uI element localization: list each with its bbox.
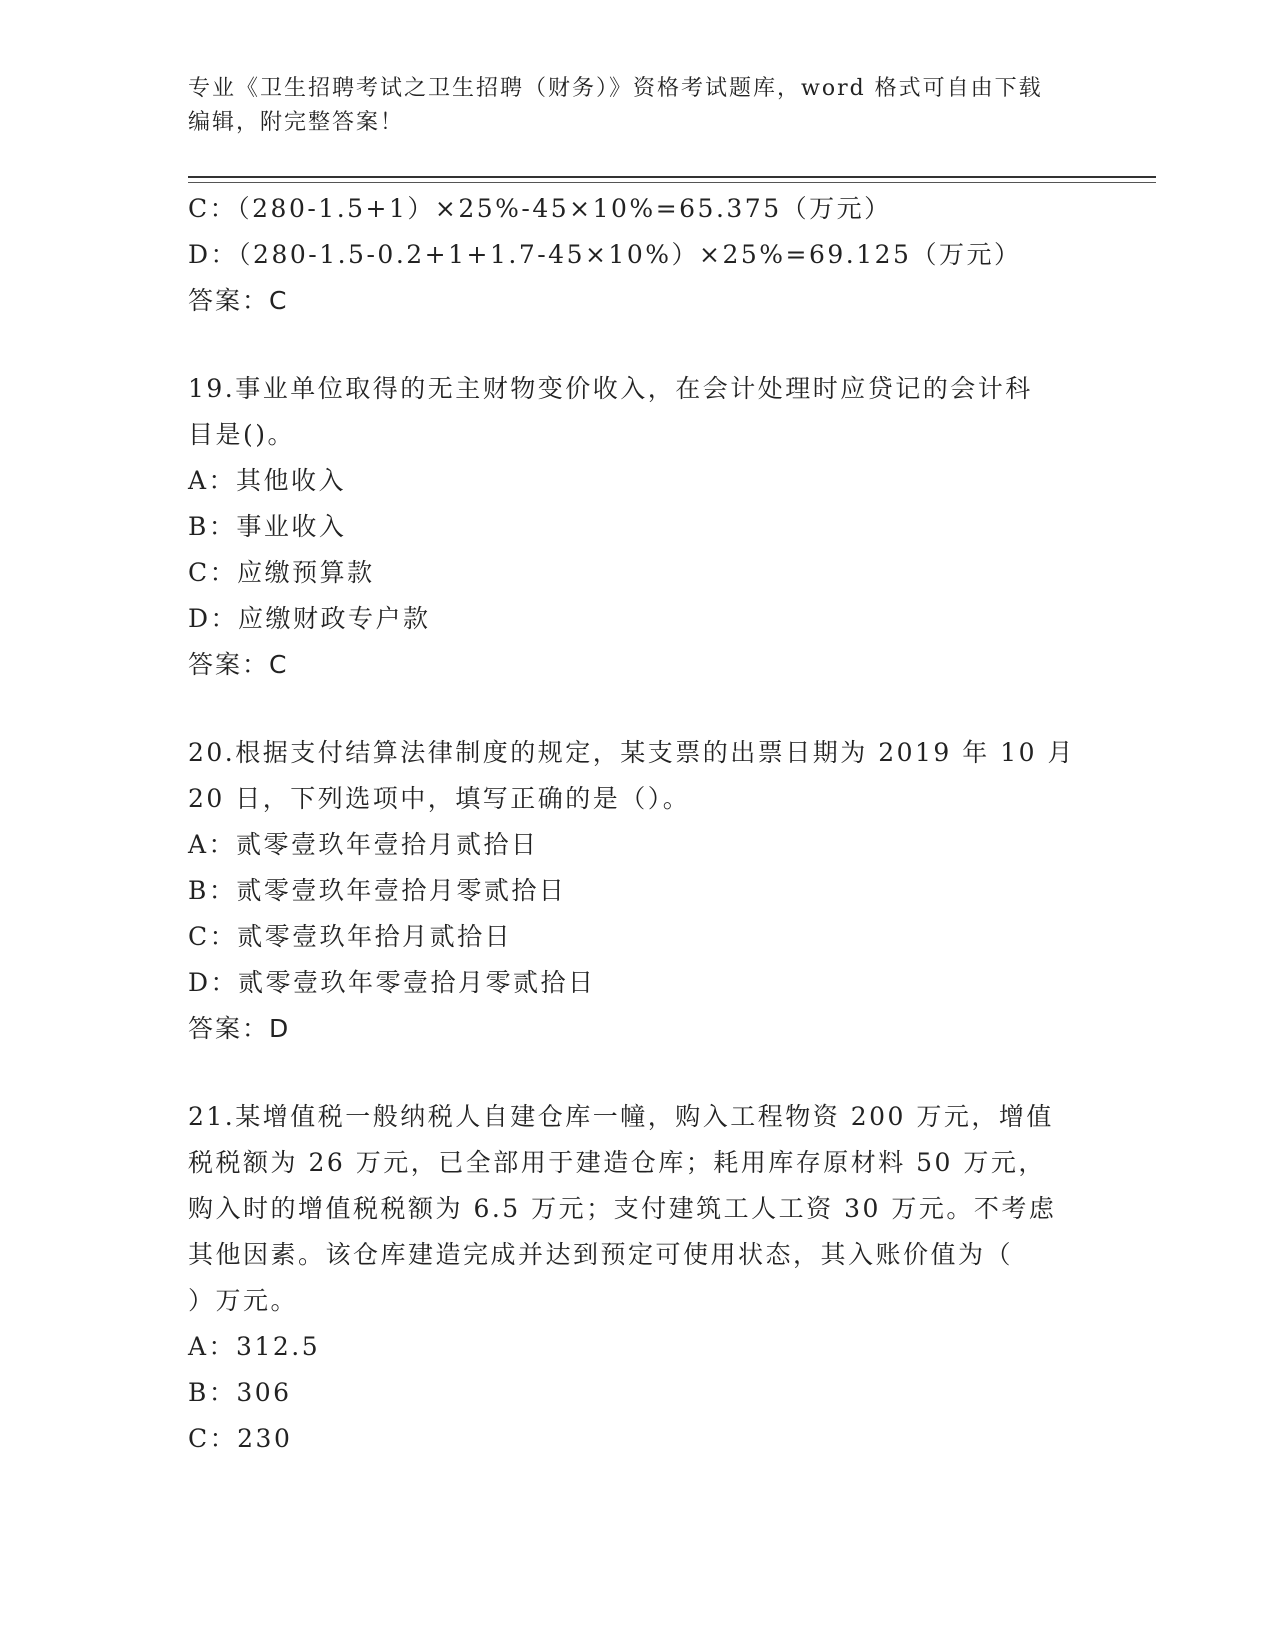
option-c: C：贰零壹玖年拾月贰拾日 [188,922,513,951]
question-stem: 目是()。 [188,420,296,449]
question-stem: 20 日，下列选项中，填写正确的是（）。 [188,784,691,813]
question-spacer [188,1052,1078,1094]
header-divider-thick [188,176,1156,178]
option-b: B：事业收入 [188,512,347,541]
answer-line: 答案：C [188,650,289,679]
question-18-tail [188,186,1078,324]
question-stem: 20.根据支付结算法律制度的规定，某支票的出票日期为 2019 年 10 月 [188,738,1075,767]
option-c: C：（280-1.5+1）×25%-45×10%=65.375（万元） [188,194,892,223]
question-stem: ）万元。 [188,1286,299,1315]
question-stem: 税税额为 26 万元，已全部用于建造仓库；耗用库存原材料 50 万元， [188,1148,1046,1177]
answer-line: 答案：D [188,1014,291,1043]
option-c: C：230 [188,1424,293,1453]
option-d: D：（280-1.5-0.2+1+1.7-45×10%）×25%=69.125（万元） [188,240,1022,269]
option-d: D：贰零壹玖年零壹拾月零贰拾日 [188,968,596,997]
option-c: C：应缴预算款 [188,558,375,587]
question-19 [188,366,1078,688]
header-divider-thin [188,182,1156,183]
question-20 [188,730,1078,1052]
question-stem: 19.事业单位取得的无主财物变价收入，在会计处理时应贷记的会计科 [188,374,1033,403]
question-spacer [188,688,1078,730]
option-b: B：贰零壹玖年壹拾月零贰拾日 [188,876,567,905]
question-stem: 21.某增值税一般纳税人自建仓库一幢，购入工程物资 200 万元，增值 [188,1102,1054,1131]
option-a: A：其他收入 [188,466,347,495]
question-21 [188,1094,1078,1462]
answer-line: 答案：C [188,286,289,315]
option-d: D：应缴财政专户款 [188,604,431,633]
header-line-2: 编辑，附完整答案！ [188,110,405,135]
question-stem: 购入时的增值税税额为 6.5 万元；支付建筑工人工资 30 万元。不考虑 [188,1194,1057,1223]
question-spacer [188,324,1078,366]
header-line-1: 专业《卫生招聘考试之卫生招聘（财务）》资格考试题库，word 格式可自由下载 [188,76,1043,101]
option-a: A：贰零壹玖年壹拾月贰拾日 [188,830,539,859]
option-b: B：306 [188,1378,292,1407]
question-list [188,186,1078,1462]
option-a: A：312.5 [188,1332,321,1361]
question-stem: 其他因素。该仓库建造完成并达到预定可使用状态，其入账价值为（ [188,1240,1014,1269]
document-header [188,72,1068,140]
